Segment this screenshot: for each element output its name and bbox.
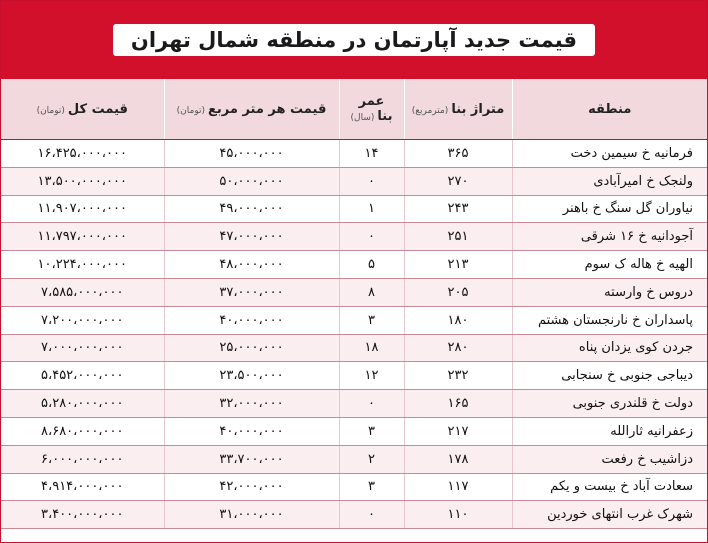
total-price-cell: ۱۶،۴۲۵،۰۰۰،۰۰۰ [1,140,164,168]
table-row [1,501,707,529]
header-total-price: قیمت کل(تومان) [1,79,164,140]
price-per-meter-cell: ۴۲،۰۰۰،۰۰۰ [164,473,339,501]
area-cell: ۲۳۲ [404,362,512,390]
area-cell: ۳۶۵ [404,140,512,168]
table-row [1,140,707,168]
age-cell: ۳ [339,417,404,445]
area-cell: ۲۵۱ [404,223,512,251]
price-per-meter-cell: ۴۸،۰۰۰،۰۰۰ [164,251,339,279]
region-cell: شهرک غرب انتهای خوردین [512,501,707,529]
total-price-cell: ۱۳،۵۰۰،۰۰۰،۰۰۰ [1,167,164,195]
table-row [1,167,707,195]
total-price-cell: ۶،۰۰۰،۰۰۰،۰۰۰ [1,445,164,473]
price-per-meter-cell: ۵۰،۰۰۰،۰۰۰ [164,167,339,195]
region-cell: فرمانیه خ سیمین دخت [512,140,707,168]
header-price-per-meter: قیمت هر متر مربع(تومان) [164,79,339,140]
area-cell: ۲۴۳ [404,195,512,223]
area-cell: ۱۱۷ [404,473,512,501]
price-per-meter-cell: ۴۵،۰۰۰،۰۰۰ [164,140,339,168]
table-row [1,445,707,473]
area-cell: ۱۷۸ [404,445,512,473]
header-region: منطقه [512,79,707,140]
age-cell: ۰ [339,223,404,251]
price-per-meter-cell: ۴۰،۰۰۰،۰۰۰ [164,306,339,334]
table-row [1,223,707,251]
age-cell: ۱۴ [339,140,404,168]
price-per-meter-cell: ۳۳،۷۰۰،۰۰۰ [164,445,339,473]
area-cell: ۲۱۷ [404,417,512,445]
region-cell: نیاوران گل سنگ خ باهنر [512,195,707,223]
total-price-cell: ۱۰،۲۲۴،۰۰۰،۰۰۰ [1,251,164,279]
region-cell: جردن کوی یزدان پناه [512,334,707,362]
price-per-meter-cell: ۲۵،۰۰۰،۰۰۰ [164,334,339,362]
price-per-meter-cell: ۲۳،۵۰۰،۰۰۰ [164,362,339,390]
area-cell: ۱۶۵ [404,390,512,418]
age-cell: ۳ [339,473,404,501]
total-price-cell: ۱۱،۹۰۷،۰۰۰،۰۰۰ [1,195,164,223]
table-row [1,306,707,334]
region-cell: ولنجک خ امیرآبادی [512,167,707,195]
title-bar [1,1,707,79]
apartment-price-table [1,79,707,529]
total-price-cell: ۷،۰۰۰،۰۰۰،۰۰۰ [1,334,164,362]
age-cell: ۰ [339,390,404,418]
age-cell: ۳ [339,306,404,334]
region-cell: دزاشیب خ رفعت [512,445,707,473]
total-price-cell: ۵،۲۸۰،۰۰۰،۰۰۰ [1,390,164,418]
area-cell: ۲۸۰ [404,334,512,362]
price-per-meter-cell: ۳۷،۰۰۰،۰۰۰ [164,278,339,306]
price-per-meter-cell: ۴۷،۰۰۰،۰۰۰ [164,223,339,251]
table-row [1,195,707,223]
price-per-meter-cell: ۳۲،۰۰۰،۰۰۰ [164,390,339,418]
total-price-cell: ۴،۹۱۴،۰۰۰،۰۰۰ [1,473,164,501]
table-row [1,251,707,279]
total-price-cell: ۷،۲۰۰،۰۰۰،۰۰۰ [1,306,164,334]
region-cell: آجودانیه خ ۱۶ شرقی [512,223,707,251]
area-cell: ۱۱۰ [404,501,512,529]
total-price-cell: ۳،۴۰۰،۰۰۰،۰۰۰ [1,501,164,529]
area-cell: ۱۸۰ [404,306,512,334]
page-title: قیمت جدید آپارتمان در منطقه شمال تهران [113,24,595,56]
total-price-cell: ۵،۴۵۲،۰۰۰،۰۰۰ [1,362,164,390]
table-header-row [1,79,707,140]
table-row [1,417,707,445]
region-cell: دیباجی جنوبی خ سنجابی [512,362,707,390]
age-cell: ۸ [339,278,404,306]
age-cell: ۵ [339,251,404,279]
area-cell: ۲۱۳ [404,251,512,279]
table-row [1,362,707,390]
total-price-cell: ۸،۶۸۰،۰۰۰،۰۰۰ [1,417,164,445]
price-per-meter-cell: ۴۰،۰۰۰،۰۰۰ [164,417,339,445]
age-cell: ۱ [339,195,404,223]
price-per-meter-cell: ۴۹،۰۰۰،۰۰۰ [164,195,339,223]
region-cell: الهیه خ هاله ک سوم [512,251,707,279]
age-cell: ۲ [339,445,404,473]
table-row [1,473,707,501]
total-price-cell: ۷،۵۸۵،۰۰۰،۰۰۰ [1,278,164,306]
age-cell: ۰ [339,501,404,529]
region-cell: دولت خ قلندری جنوبی [512,390,707,418]
table-row [1,278,707,306]
area-cell: ۲۰۵ [404,278,512,306]
area-cell: ۲۷۰ [404,167,512,195]
age-cell: ۱۸ [339,334,404,362]
region-cell: پاسداران خ نارنجستان هشتم [512,306,707,334]
total-price-cell: ۱۱،۷۹۷،۰۰۰،۰۰۰ [1,223,164,251]
age-cell: ۱۲ [339,362,404,390]
price-per-meter-cell: ۳۱،۰۰۰،۰۰۰ [164,501,339,529]
age-cell: ۰ [339,167,404,195]
table-row [1,334,707,362]
region-cell: زعفرانیه ثارالله [512,417,707,445]
table-row [1,390,707,418]
header-area: متراژ بنا(مترمربع) [404,79,512,140]
header-age: عمر بنا(سال) [339,79,404,140]
region-cell: دروس خ وارسته [512,278,707,306]
region-cell: سعادت آباد خ بیست و یکم [512,473,707,501]
